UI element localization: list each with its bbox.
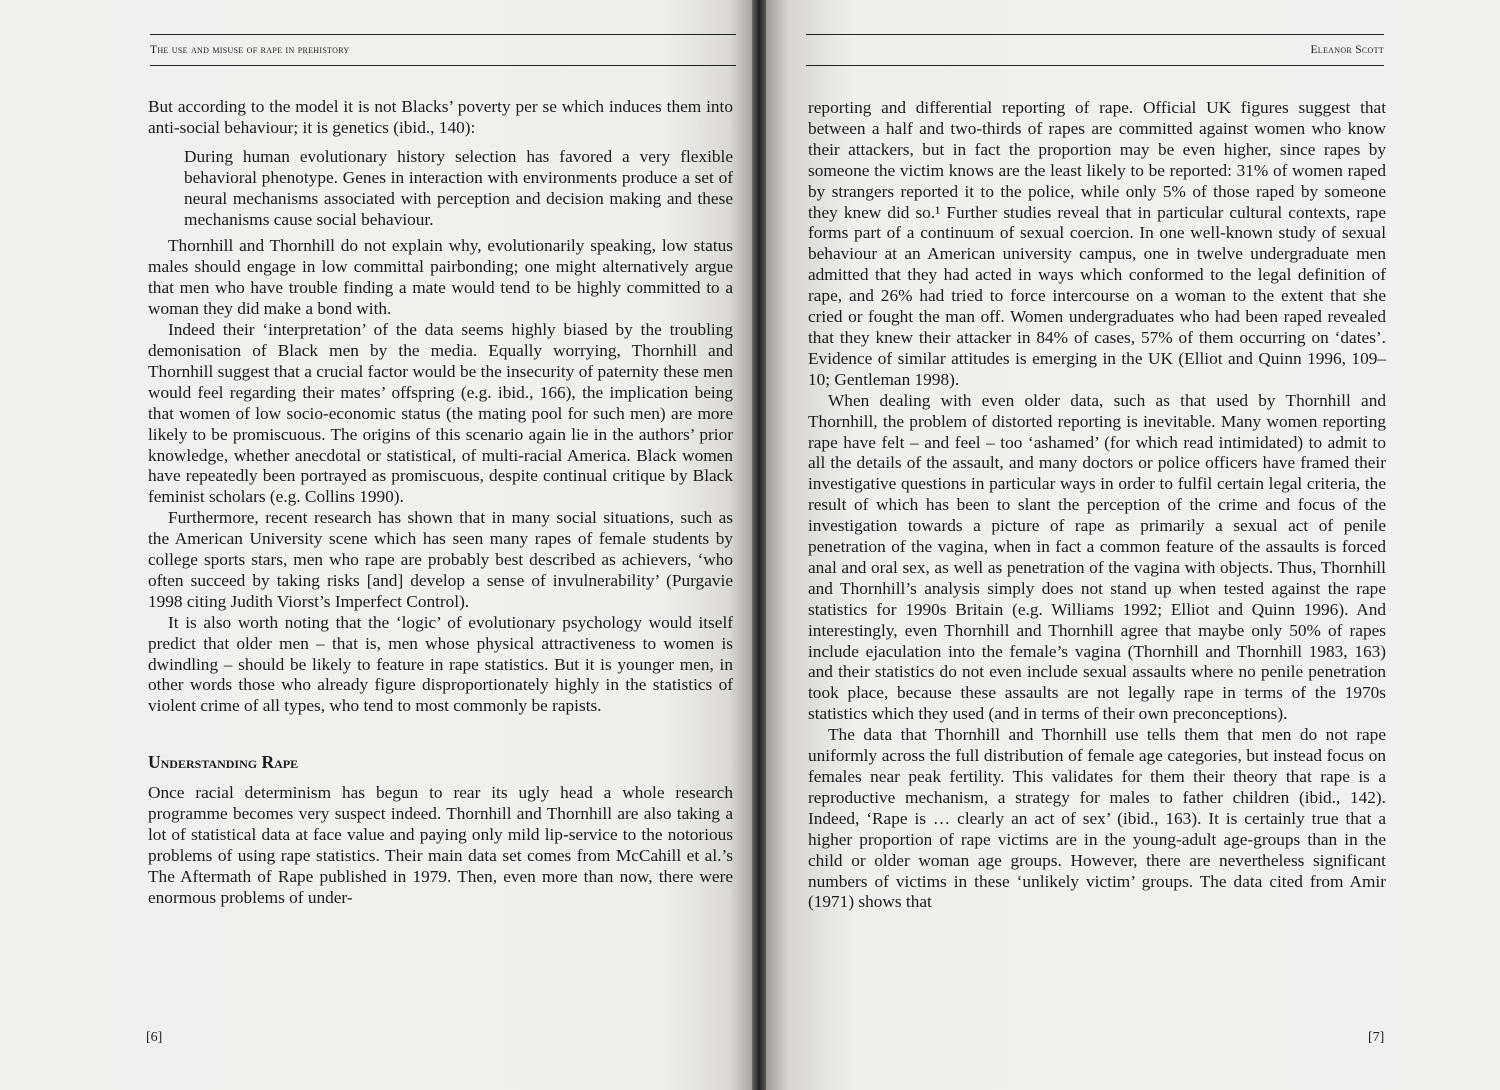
paragraph: reporting and differential reporting of rape. Official UK figures suggest that between a half and two-thirds of rapes are committed against women who know their attackers, but in fact the proportion may be even higher, since rapes by someone the victim knows are the least likely to be reported: 31% of women raped by strangers reported it to the police, while only 5% of those raped by someone they knew did so.¹ Further studies reveal that in particular cultural contexts, rape forms part of a continuum of sexual coercion. In one well-known study of sexual behaviour at an American university campus, one in twelve undergraduate men admitted that they had acted in ways which conformed to the legal definition of rape, and 26% had tried to force intercourse on a woman to the extent that she cried or fought the man off. Women undergraduates who had been raped revealed that they knew their attacker in 84% of cases, 57% of them occurring on ‘dates’. Evidence of similar attitudes is emerging in the UK (Elliot and Quinn 1996, 109–10; Gentleman 1998). — [808, 98, 1386, 389]
paragraph: Once racial determinism has begun to rear its ugly head a whole research programme becomes very suspect indeed. Thornhill and Thornhill are also taking a lot of statistical data at face value and paying only mild lip-service to the notorious problems of using rape statistics. Their main data set comes from McCahill et al.’s The Aftermath of Rape published in 1979. Then, even more than now, there were enormous problems of under- — [148, 783, 733, 907]
paragraph: It is also worth noting that the ‘logic’ of evolutionary psychology would itself predict that older men – that is, men whose physical attractiveness to women is dwindling – should be likely to feature in rape statistics. But it is younger men, in other words those who already figure disproportionately highly in the statistics of violent crime of all types, who tend to most commonly be rapists. — [148, 612, 733, 716]
paragraph: The data that Thornhill and Thornhill use tells them that men do not rape uniformly across the full distribution of female age categories, but instead focus on females near peak fertility. This validates for them their theory that rape is a reproductive mechanism, a strategy for males to father children (ibid., 142). Indeed, ‘Rape is … clearly an act of sex’ (ibid., 163). It is certainly true that a higher proportion of rape victims are in the young-adult age-groups than in the child or older woman age groups. However, there are nevertheless significant numbers of victims in these ‘unlikely victim’ groups. The data cited from Amir (1971) shows that — [808, 725, 1386, 912]
right-page — [766, 0, 1500, 1090]
paragraph: But according to the model it is not Blacks’ poverty per se which induces them into anti-social behaviour; it is genetics (ibid., 140): — [148, 97, 733, 137]
paragraph: Thornhill and Thornhill do not explain why, evolutionarily speaking, low status males should engage in low committal pairbonding; one might alternatively argue that men who have trouble finding a mate would tend to be highly committed to a woman they did make a bond with. — [148, 236, 733, 319]
left-text-block — [148, 97, 733, 909]
section-heading: Understanding Rape — [148, 752, 299, 773]
paragraph: Indeed their ‘interpretation’ of the data seems highly biased by the troubling demonisation of Black men by the media. Equally worrying, Thornhill and Thornhill suggest that a crucial factor would be the insecurity of paternity these men would feel regarding their mates’ offspring (e.g. ibid., 166), the implication being that women of low socio-economic status (the mating pool for such men) are more likely to be promiscuous. The origins of this scenario again lie in the authors’ prior knowledge, whether anecdotal or statistical, of multi-racial America. Black women have repeatedly been portrayed as promiscuous, despite continual critique by Black feminist scholars (e.g. Collins 1990). — [148, 320, 733, 507]
paragraph: When dealing with even older data, such as that used by Thornhill and Thornhill, the problem of distorted reporting is inevitable. Many women reporting rape have felt – and feel – too ‘ashamed’ (for which read intimidated) to admit to all the details of the assault, and many doctors or police officers have framed their investigative questions in particular ways in order to fulfil certain legal criteria, the result of which has been to slant the perception of the crime and focus of the investigation towards a picture of rape as primarily a sexual act of penile penetration of the vagina, when in fact a common feature of the assaults is forced anal and oral sex, as well as penetration of the vagina with objects. Thus, Thornhill and Thornhill’s analysis simply does not stand up when tested against the rape statistics for 1990s Britain (e.g. Williams 1992; Elliot and Quinn 1996). And interestingly, even Thornhill and Thornhill agree that maybe only 50% of rapes include ejaculation into the female’s vagina (Thornhill and Thornhill 1983, 163) and their statistics do not even include sexual assaults where no penile penetration took place, because these assaults are not legally rape in terms of the 1970s statistics which they used (and in terms of their own preconceptions). — [808, 390, 1386, 724]
running-head-right: Eleanor Scott — [806, 34, 1384, 66]
book-spine — [752, 0, 766, 1090]
paragraph: Furthermore, recent research has shown that in many social situations, such as the American University scene which has seen many rapes of female students by college sports stars, men who rape are probably best described as achievers, ‘who often succeed by taking risks [and] develop a sense of invulnerability’ (Purgavie 1998 citing Judith Viorst’s Imperfect Control). — [148, 508, 733, 611]
page-number-right: [7] — [1368, 1030, 1385, 1045]
page-number-left: [6] — [146, 1030, 163, 1045]
running-head-left: The use and misuse of rape in prehistory — [150, 34, 736, 66]
block-quote — [184, 147, 733, 231]
quote-text: During human evolutionary history selection has favored a very flexible behavioral phenotype. Genes in interaction with environments produce a set of neural mechanisms associated with perception and decision making and these mechanisms cause social behaviour. — [184, 146, 733, 229]
right-text-block — [808, 98, 1386, 913]
